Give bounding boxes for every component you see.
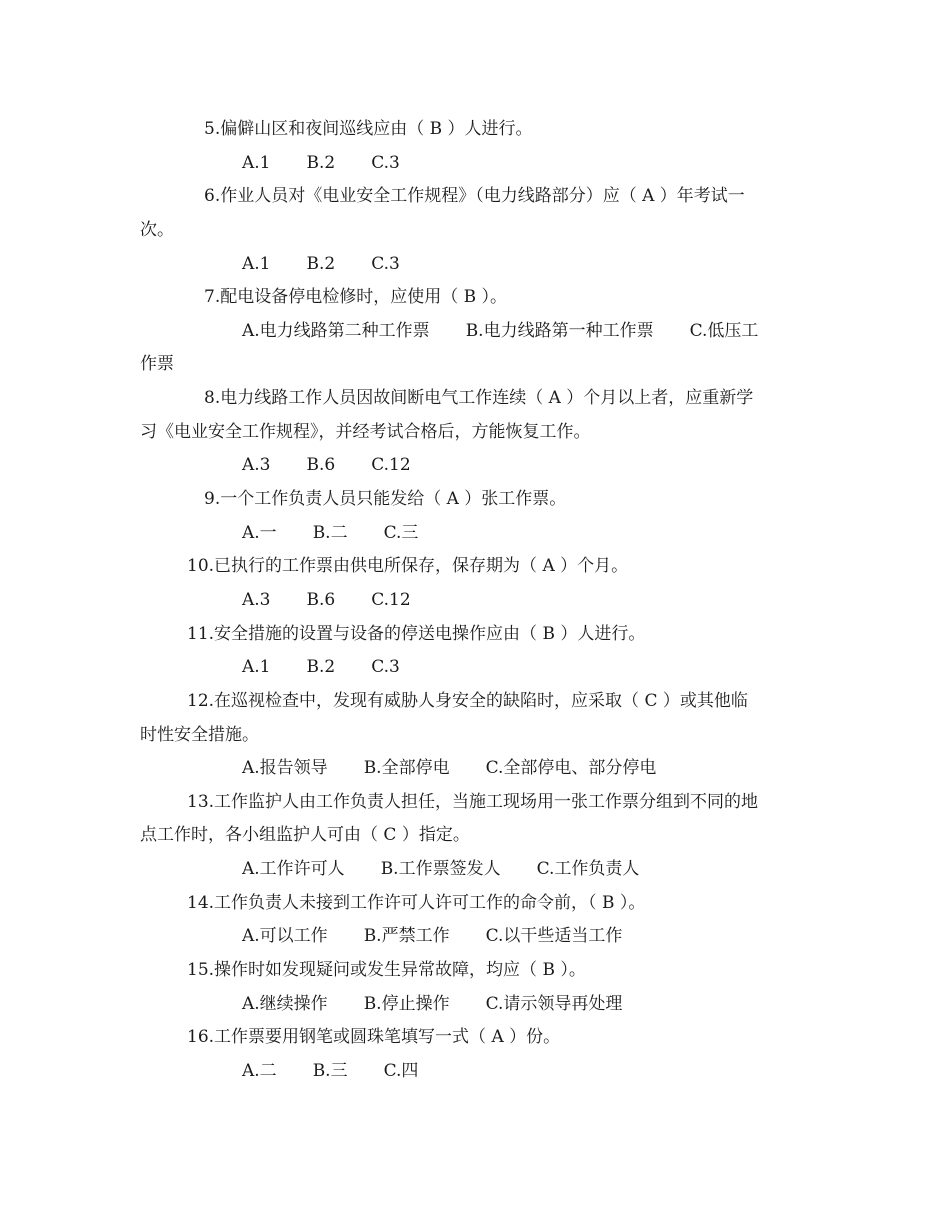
question-8-text-continued: 习《电业安全工作规程》，并经考试合格后，方能恢复工作。 bbox=[140, 421, 591, 442]
option-c: C.3 bbox=[371, 253, 400, 274]
question-15-text: 15.操作时如发现疑问或发生异常故障，均应（ B ）。 bbox=[187, 960, 586, 981]
question-8-text: 8.电力线路工作人员因故间断电气工作连续（ A ）个月以上者，应重新学 bbox=[204, 388, 754, 409]
question-12-text-continued: 时性安全措施。 bbox=[140, 724, 259, 745]
option-a: A.1 bbox=[242, 253, 271, 274]
question-10-text: 10.已执行的工作票由供电所保存，保存期为（ A ）个月。 bbox=[187, 556, 629, 577]
option-a: A.报告领导 bbox=[242, 758, 328, 779]
option-b: B.2 bbox=[306, 152, 336, 173]
question-5-text: 5.偏僻山区和夜间巡线应由（ B ）人进行。 bbox=[204, 119, 533, 139]
option-c: C.3 bbox=[371, 657, 400, 678]
question-13-text: 13.工作监护人由工作负责人担任，当施工现场用一张工作票分组到不同的地 bbox=[187, 791, 759, 812]
option-b: B.电力线路第一种工作票 bbox=[465, 320, 654, 341]
question-6-text-continued: 次。 bbox=[140, 219, 174, 240]
question-6-text: 6.作业人员对《电业安全工作规程》（电力线路部分）应（ A ）年考试一 bbox=[204, 186, 745, 207]
question-13-text-continued: 点工作时，各小组监护人可由（ C ）指定。 bbox=[140, 825, 470, 846]
question-16-options bbox=[140, 1059, 812, 1093]
option-c: C.低压工 bbox=[689, 320, 759, 341]
option-b: B.6 bbox=[306, 455, 336, 476]
option-c: C.请示领导再处理 bbox=[485, 993, 623, 1014]
question-14-options bbox=[140, 924, 812, 958]
option-a: A.继续操作 bbox=[242, 993, 328, 1014]
option-a: A.电力线路第二种工作票 bbox=[242, 320, 430, 341]
question-6-options bbox=[140, 252, 812, 286]
question-13-options bbox=[140, 857, 812, 891]
option-c: C.三 bbox=[383, 522, 419, 543]
option-c: C.四 bbox=[383, 1060, 419, 1081]
option-a: A.一 bbox=[242, 522, 277, 543]
question-8-options bbox=[140, 453, 812, 487]
question-15-options bbox=[140, 992, 812, 1026]
question-12-text: 12.在巡视检查中，发现有威胁人身安全的缺陷时，应采取（ C ）或其他临 bbox=[187, 690, 748, 711]
option-a: A.3 bbox=[242, 455, 271, 476]
option-b: B.严禁工作 bbox=[363, 926, 450, 947]
option-b: B.2 bbox=[306, 253, 336, 274]
option-b: B.工作票签发人 bbox=[380, 859, 501, 880]
question-14-text: 14.工作负责人未接到工作许可人许可工作的命令前，（ B ）。 bbox=[187, 892, 646, 913]
option-c: C.12 bbox=[371, 455, 411, 476]
option-b: B.二 bbox=[312, 522, 348, 543]
question-5-options bbox=[140, 151, 812, 185]
option-c: C.3 bbox=[371, 152, 400, 173]
option-a: A.1 bbox=[242, 152, 271, 173]
question-9-options bbox=[140, 521, 812, 555]
question-10-options bbox=[140, 588, 812, 622]
option-b: B.全部停电 bbox=[363, 758, 450, 779]
question-16-text: 16.工作票要用钢笔或圆珠笔填写一式（ A ）份。 bbox=[187, 1027, 561, 1048]
option-b: B.2 bbox=[306, 657, 336, 678]
question-11-options bbox=[140, 655, 812, 689]
question-7-options bbox=[140, 319, 812, 353]
option-a: A.二 bbox=[242, 1060, 277, 1081]
option-a: A.1 bbox=[242, 657, 271, 678]
option-c: C.工作负责人 bbox=[536, 859, 640, 880]
option-b: B.三 bbox=[312, 1060, 348, 1081]
question-7-text: 7.配电设备停电检修时，应使用（ B ）。 bbox=[204, 287, 508, 308]
option-a: A.可以工作 bbox=[242, 926, 328, 947]
option-c: C.以干些适当工作 bbox=[485, 926, 623, 947]
question-12-options bbox=[140, 756, 812, 790]
option-b: B.停止操作 bbox=[363, 993, 450, 1014]
question-list bbox=[140, 117, 812, 1093]
question-11-text: 11.安全措施的设置与设备的停送电操作应由（ B ）人进行。 bbox=[187, 623, 646, 644]
question-7-options-continued: 作票 bbox=[140, 354, 174, 375]
option-c: C.12 bbox=[371, 589, 411, 610]
option-c: C.全部停电、部分停电 bbox=[485, 758, 657, 779]
question-9-text: 9.一个工作负责人员只能发给（ A ）张工作票。 bbox=[204, 489, 567, 510]
option-a: A.3 bbox=[242, 589, 271, 610]
option-a: A.工作许可人 bbox=[242, 859, 345, 880]
option-b: B.6 bbox=[306, 589, 336, 610]
